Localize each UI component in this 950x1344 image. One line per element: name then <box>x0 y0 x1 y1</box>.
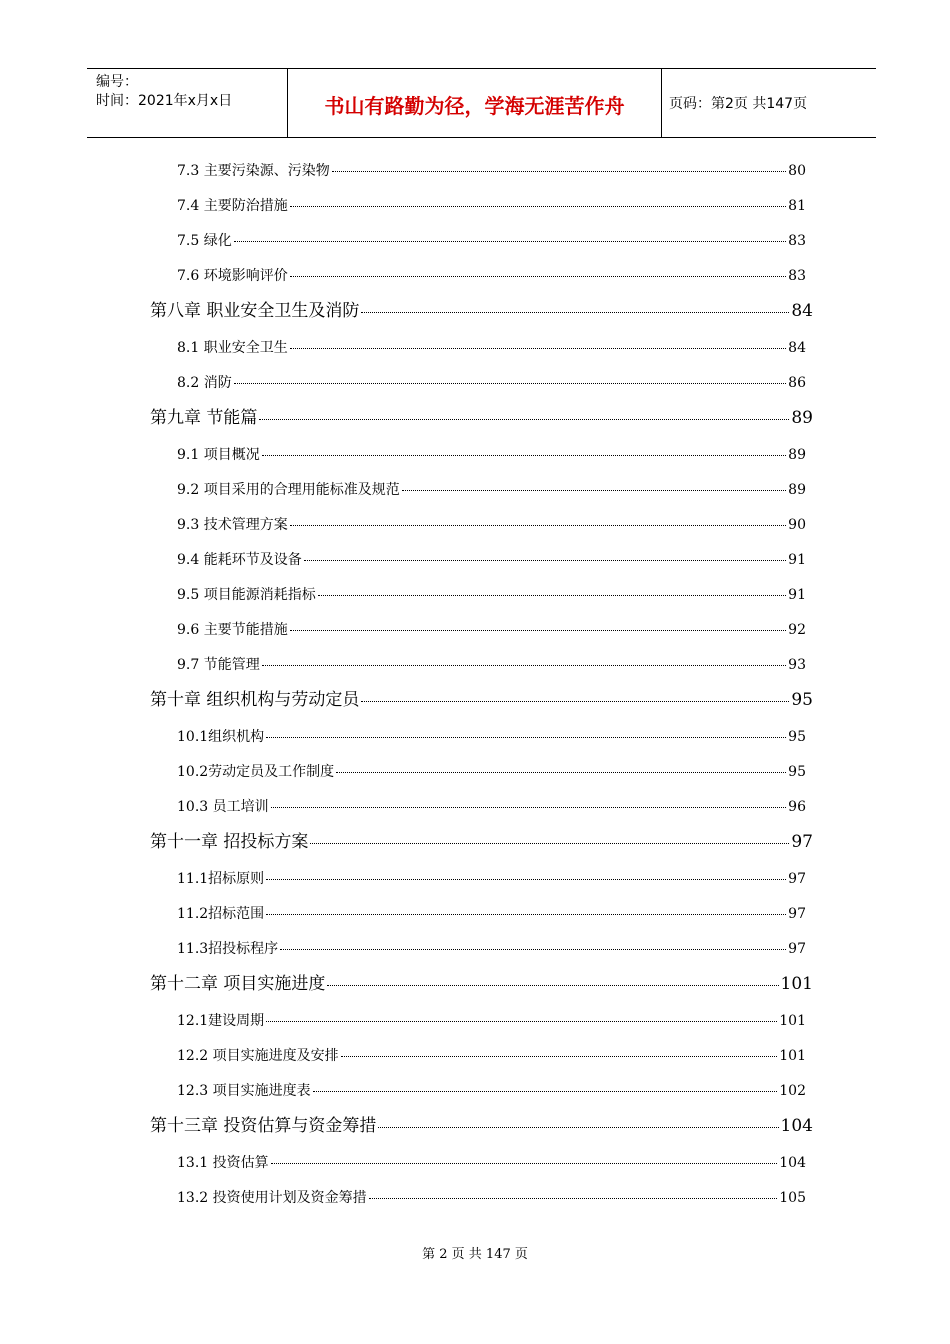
toc-entry-page: 89 <box>788 482 806 498</box>
toc-leader <box>290 348 786 349</box>
toc-entry[interactable] <box>177 231 806 251</box>
toc-entry-title: 10.1组织机构 <box>177 729 265 745</box>
toc-entry[interactable] <box>177 338 806 358</box>
toc-entry-title: 10.3 员工培训 <box>177 799 269 815</box>
toc-entry-page: 83 <box>788 233 806 249</box>
toc-entry-title: 9.4 能耗环节及设备 <box>177 552 302 568</box>
toc-entry-page: 96 <box>788 799 806 815</box>
toc-leader <box>290 276 786 277</box>
toc-entry-title: 9.6 主要节能措施 <box>177 622 288 638</box>
toc-leader <box>369 1198 778 1199</box>
toc-entry[interactable] <box>177 620 806 640</box>
toc-chapter-entry[interactable] <box>150 300 813 322</box>
header-page-cell <box>661 69 876 137</box>
toc-leader <box>378 1127 778 1128</box>
toc-entry-page: 97 <box>788 871 806 887</box>
toc-leader <box>280 949 786 950</box>
toc-entry-page: 102 <box>779 1083 806 1099</box>
toc-leader <box>266 879 786 880</box>
toc-entry[interactable] <box>177 1011 806 1031</box>
toc-entry-page: 84 <box>791 301 813 321</box>
toc-leader <box>290 630 786 631</box>
toc-chapter-entry[interactable] <box>150 1115 813 1137</box>
toc-entry[interactable] <box>177 585 806 605</box>
header-page-info: 页码：第2页 共147页 <box>669 96 808 112</box>
toc-entry[interactable] <box>177 1081 806 1101</box>
toc-entry-title: 12.1建设周期 <box>177 1013 265 1029</box>
toc-entry-title: 7.5 绿化 <box>177 233 232 249</box>
toc-leader <box>290 525 786 526</box>
toc-entry-title: 8.2 消防 <box>177 375 232 391</box>
toc-leader <box>332 171 786 172</box>
toc-entry-page: 89 <box>788 447 806 463</box>
toc-chapter-entry[interactable] <box>150 973 813 995</box>
toc-entry[interactable] <box>177 161 806 181</box>
toc-entry[interactable] <box>177 550 806 570</box>
toc-entry[interactable] <box>177 1046 806 1066</box>
toc-entry[interactable] <box>177 869 806 889</box>
toc-entry-title: 11.2招标范围 <box>177 906 265 922</box>
toc-entry-page: 104 <box>779 1155 806 1171</box>
toc-leader <box>313 1091 778 1092</box>
toc-entry-title: 13.1 投资估算 <box>177 1155 269 1171</box>
toc-leader <box>290 206 786 207</box>
toc-entry-title: 第十三章 投资估算与资金筹措 <box>150 1116 377 1136</box>
toc-leader <box>327 985 778 986</box>
toc-entry[interactable] <box>177 939 806 959</box>
toc-leader <box>361 312 789 313</box>
toc-entry-page: 97 <box>791 832 813 852</box>
toc-entry[interactable] <box>177 762 806 782</box>
toc-entry-page: 101 <box>779 1048 806 1064</box>
toc-leader <box>266 914 786 915</box>
toc-entry-page: 91 <box>788 552 806 568</box>
toc-entry-title: 10.2劳动定员及工作制度 <box>177 764 335 780</box>
toc-entry-title: 12.3 项目实施进度表 <box>177 1083 311 1099</box>
toc-entry-title: 第十二章 项目实施进度 <box>150 974 326 994</box>
toc-entry-title: 11.3招投标程序 <box>177 941 279 957</box>
toc-entry[interactable] <box>177 515 806 535</box>
toc-entry-title: 7.4 主要防治措施 <box>177 198 288 214</box>
toc-leader <box>341 1056 778 1057</box>
toc-entry[interactable] <box>177 373 806 393</box>
toc-entry-page: 95 <box>788 764 806 780</box>
toc-entry-title: 8.1 职业安全卫生 <box>177 340 288 356</box>
toc-entry-page: 89 <box>791 408 813 428</box>
page-header <box>87 68 876 138</box>
toc-entry-page: 101 <box>780 974 813 994</box>
toc-leader <box>336 772 786 773</box>
toc-chapter-entry[interactable] <box>150 689 813 711</box>
toc-entry-title: 12.2 项目实施进度及安排 <box>177 1048 339 1064</box>
toc-leader <box>266 737 786 738</box>
toc-leader <box>402 490 786 491</box>
toc-entry-title: 7.3 主要污染源、污染物 <box>177 163 330 179</box>
header-meta <box>87 69 287 137</box>
toc-entry-page: 101 <box>779 1013 806 1029</box>
toc-entry-title: 9.3 技术管理方案 <box>177 517 288 533</box>
toc-entry-page: 86 <box>788 375 806 391</box>
toc-entry-title: 第十一章 招投标方案 <box>150 832 309 852</box>
toc-entry-title: 13.2 投资使用计划及资金筹措 <box>177 1190 367 1206</box>
toc-entry-page: 90 <box>788 517 806 533</box>
toc-leader <box>262 665 786 666</box>
toc-leader <box>259 419 789 420</box>
toc-entry-page: 83 <box>788 268 806 284</box>
toc-entry[interactable] <box>177 797 806 817</box>
toc-entry-page: 91 <box>788 587 806 603</box>
toc-leader <box>361 701 789 702</box>
toc-entry-page: 97 <box>788 941 806 957</box>
toc-entry[interactable] <box>177 1188 806 1208</box>
toc-entry-title: 11.1招标原则 <box>177 871 265 887</box>
header-motto-cell <box>287 69 662 137</box>
toc-leader <box>310 843 789 844</box>
toc-leader <box>234 241 786 242</box>
toc-entry[interactable] <box>177 1153 806 1173</box>
toc-entry[interactable] <box>177 196 806 216</box>
document-number-label: 编号： <box>96 74 138 90</box>
toc-entry-title: 7.6 环境影响评价 <box>177 268 288 284</box>
header-motto: 书山有路勤为径，学海无涯苦作舟 <box>324 94 625 118</box>
toc-leader <box>318 595 786 596</box>
toc-entry-title: 9.5 项目能源消耗指标 <box>177 587 316 603</box>
document-date: 时间：2021年x月x日 <box>96 93 233 109</box>
toc-entry-title: 9.2 项目采用的合理用能标准及规范 <box>177 482 400 498</box>
toc-entry-page: 92 <box>788 622 806 638</box>
toc-entry-page: 97 <box>788 906 806 922</box>
toc-entry-page: 105 <box>779 1190 806 1206</box>
toc-entry-title: 9.1 项目概况 <box>177 447 260 463</box>
toc-leader <box>266 1021 777 1022</box>
toc-leader <box>271 1163 778 1164</box>
toc-leader <box>234 383 786 384</box>
page-footer: 第 2 页 共 147 页 <box>422 1247 528 1262</box>
toc-leader <box>304 560 786 561</box>
toc-leader <box>262 455 786 456</box>
toc-entry[interactable] <box>177 655 806 675</box>
toc-entry-page: 80 <box>788 163 806 179</box>
toc-entry[interactable] <box>177 904 806 924</box>
toc-entry-page: 104 <box>780 1116 813 1136</box>
toc-entry-page: 93 <box>788 657 806 673</box>
toc-chapter-entry[interactable] <box>150 407 813 429</box>
toc-entry-title: 第十章 组织机构与劳动定员 <box>150 690 360 710</box>
toc-entry[interactable] <box>177 445 806 465</box>
toc-entry[interactable] <box>177 266 806 286</box>
toc-entry-page: 81 <box>788 198 806 214</box>
toc-entry-page: 95 <box>791 690 813 710</box>
toc-entry-title: 9.7 节能管理 <box>177 657 260 673</box>
toc-entry-title: 第九章 节能篇 <box>150 408 258 428</box>
toc-entry[interactable] <box>177 480 806 500</box>
toc-entry-page: 84 <box>788 340 806 356</box>
toc-entry-title: 第八章 职业安全卫生及消防 <box>150 301 360 321</box>
toc-entry-page: 95 <box>788 729 806 745</box>
toc-entry[interactable] <box>177 727 806 747</box>
toc-chapter-entry[interactable] <box>150 831 813 853</box>
toc-leader <box>271 807 787 808</box>
